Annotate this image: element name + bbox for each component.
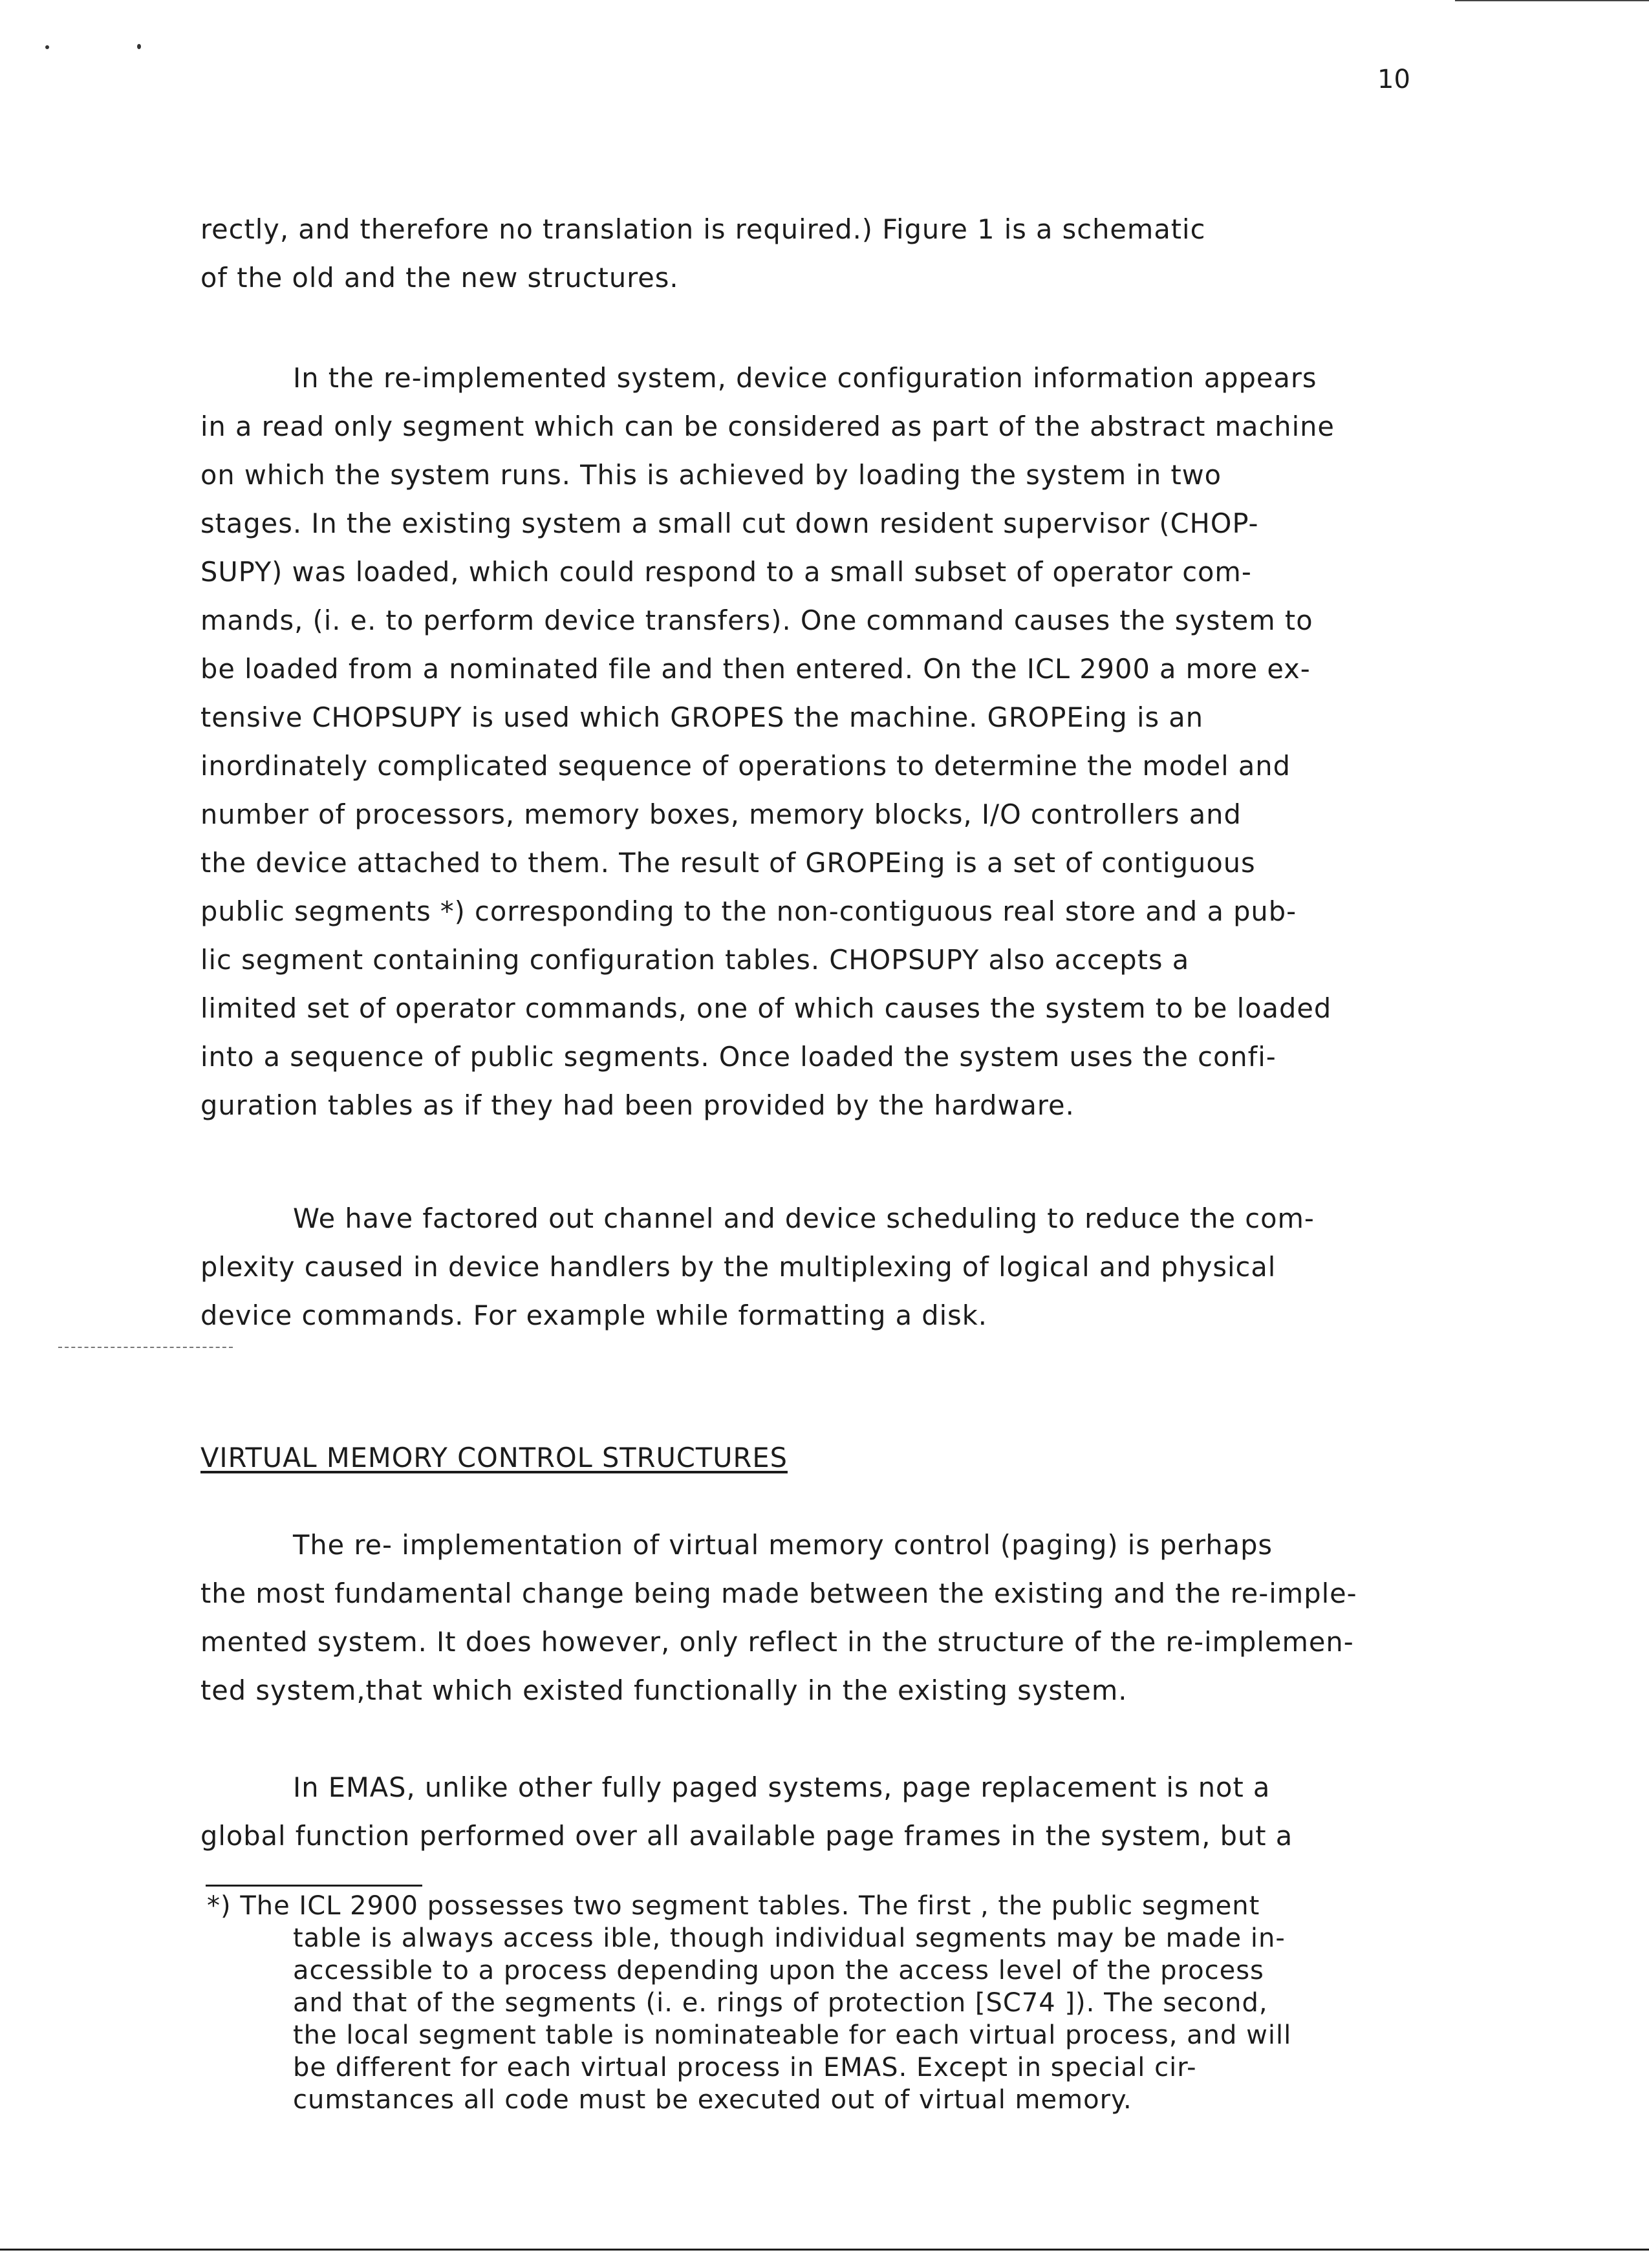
footnote-line: *) The ICL 2900 possesses two segment tables. The first , the public segment	[207, 1891, 1260, 1921]
text-line: in a read only segment which can be considered as part of the abstract machine	[200, 411, 1335, 442]
text-line: mands, (i. e. to perform device transfers). One command causes the system to	[200, 604, 1313, 636]
text-line: In EMAS, unlike other fully paged systems, page replacement is not a	[293, 1771, 1271, 1803]
text-line: SUPY) was loaded, which could respond to a small subset of operator com-	[200, 556, 1252, 588]
footnote-line: table is always access ible, though individual segments may be made in-	[293, 1923, 1286, 1953]
text-line: inordinately complicated sequence of operations to determine the model and	[200, 750, 1291, 782]
text-line: lic segment containing configuration tables. CHOPSUPY also accepts a	[200, 944, 1190, 976]
text-line: The re- implementation of virtual memory control (paging) is perhaps	[293, 1529, 1273, 1561]
text-line: device commands. For example while formatting a disk.	[200, 1300, 987, 1331]
text-line: In the re-implemented system, device configuration information appears	[293, 362, 1317, 394]
section-heading: VIRTUAL MEMORY CONTROL STRUCTURES	[200, 1442, 788, 1473]
top-edge-rule	[1455, 0, 1649, 1]
margin-dash-mark	[58, 1347, 233, 1348]
footnote-line: the local segment table is nominateable for each virtual process, and will	[293, 2020, 1292, 2050]
text-line: the most fundamental change being made between the existing and the re-imple-	[200, 1578, 1357, 1609]
footnote-rule	[206, 1885, 422, 1887]
text-line: mented system. It does however, only reflect in the structure of the re-implemen-	[200, 1626, 1354, 1658]
text-line: be loaded from a nominated file and then entered. On the ICL 2900 a more ex-	[200, 653, 1311, 685]
text-line: global function performed over all available page frames in the system, but a	[200, 1820, 1293, 1852]
text-line: guration tables as if they had been provided by the hardware.	[200, 1089, 1075, 1121]
text-line: of the old and the new structures.	[200, 262, 679, 294]
text-line: number of processors, memory boxes, memory blocks, I/O controllers and	[200, 798, 1242, 830]
footnote-line: and that of the segments (i. e. rings of protection [SC74 ]). The second,	[293, 1988, 1268, 2018]
text-line: stages. In the existing system a small cut down resident supervisor (CHOP-	[200, 508, 1259, 539]
text-line: rectly, and therefore no translation is required.) Figure 1 is a schematic	[200, 213, 1206, 245]
bottom-edge-rule	[0, 2249, 1649, 2251]
text-line: tensive CHOPSUPY is used which GROPES the machine. GROPEing is an	[200, 701, 1204, 733]
text-line: into a sequence of public segments. Once loaded the system uses the confi-	[200, 1041, 1277, 1073]
scan-speck	[45, 45, 49, 49]
text-line: ted system,that which existed functionally in the existing system.	[200, 1674, 1128, 1706]
text-line: limited set of operator commands, one of which causes the system to be loaded	[200, 992, 1332, 1024]
footnote-line: be different for each virtual process in EMAS. Except in special cir-	[293, 2053, 1197, 2082]
page-number: 10	[1377, 65, 1410, 94]
text-line: plexity caused in device handlers by the multiplexing of logical and physical	[200, 1251, 1277, 1283]
scan-speck	[137, 44, 141, 49]
text-line: the device attached to them. The result of GROPEing is a set of contiguous	[200, 847, 1256, 879]
footnote-line: accessible to a process depending upon the access level of the process	[293, 1956, 1264, 1985]
text-line: on which the system runs. This is achieved by loading the system in two	[200, 459, 1222, 491]
text-line: public segments *) corresponding to the non-contiguous real store and a pub-	[200, 895, 1297, 927]
footnote-line: cumstances all code must be executed out of virtual memory.	[293, 2085, 1132, 2115]
text-line: We have factored out channel and device scheduling to reduce the com-	[293, 1203, 1315, 1234]
